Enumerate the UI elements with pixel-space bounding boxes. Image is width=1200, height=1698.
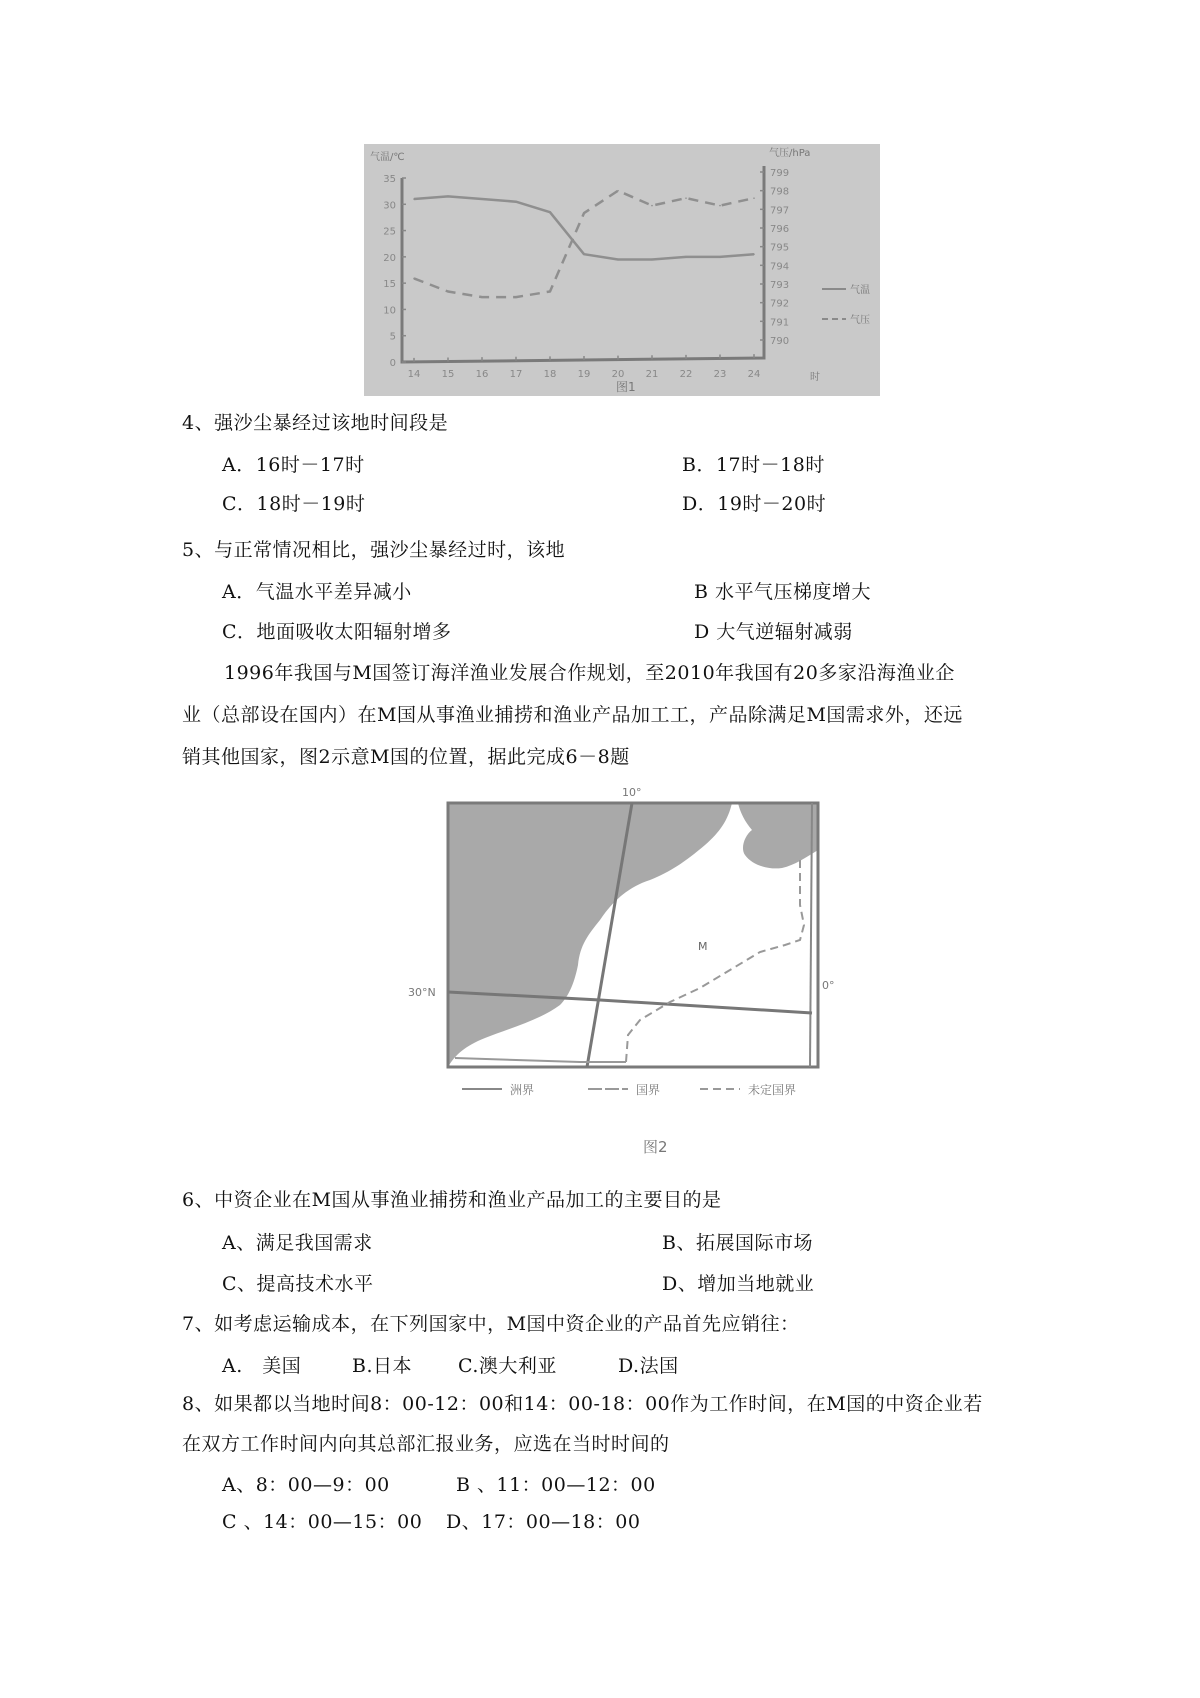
question-4-stem: 4、强沙尘暴经过该地时间段是 [182, 412, 449, 434]
question-8-stem-line-1: 8、如果都以当地时间8：00-12：00和14：00-18：00作为工作时间，在M国的中资企业若 [182, 1393, 983, 1415]
y-left-tick-label: 0 [389, 358, 396, 369]
data-point [651, 205, 653, 207]
passage-line-1: 1996年我国与M国签订海洋渔业发展合作规划，至2010年我国有20多家沿海渔业企 [224, 662, 955, 684]
question-6-stem: 6、中资企业在M国从事渔业捕捞和渔业产品加工的主要目的是 [182, 1189, 722, 1211]
y-right-tick-label: 797 [770, 205, 790, 217]
x-tick-label: 19 [577, 369, 591, 380]
chart-marks [413, 190, 755, 298]
figure-2-caption: 图2 [643, 1138, 668, 1156]
country-m-label: M [698, 940, 708, 953]
data-point [617, 190, 619, 192]
y-left-tick-label: 5 [389, 331, 396, 343]
q7-option-d[interactable]: D.法国 [618, 1355, 679, 1377]
q6-option-c[interactable]: C、提高技术水平 [222, 1273, 374, 1295]
x-tick-label: 18 [543, 369, 557, 380]
q8-option-a[interactable]: A、8：00—9：00 [222, 1474, 390, 1496]
legend-pressure: 气压 [850, 315, 870, 326]
q4-option-c[interactable]: C．18时－19时 [222, 493, 366, 515]
data-point [685, 256, 687, 258]
data-point [753, 253, 755, 255]
y-right-tick-label: 796 [770, 224, 790, 235]
data-point [685, 197, 687, 199]
x-tick-label: 16 [475, 369, 489, 380]
data-point [583, 212, 585, 214]
data-point [651, 259, 653, 261]
lon-0-label: 0° [822, 979, 835, 992]
x-tick-label: 21 [645, 369, 659, 380]
x-tick-label: 23 [713, 369, 727, 380]
data-point [447, 291, 449, 293]
y-right-tick-label: 799 [770, 168, 790, 179]
q8-option-c[interactable]: C 、14：00—15：00 [222, 1511, 423, 1533]
data-point [549, 291, 551, 293]
q5-option-c[interactable]: C．地面吸收太阳辐射增多 [222, 621, 452, 643]
y-right-tick-label: 794 [770, 261, 790, 273]
x-tick-label: 15 [441, 369, 455, 380]
q4-option-a[interactable]: A．16时－17时 [222, 454, 365, 476]
x-tick-label: 14 [407, 369, 421, 380]
data-point [719, 256, 721, 258]
data-point [481, 296, 483, 298]
legend-undetermined-boundary: 未定国界 [748, 1083, 797, 1097]
legend-temperature: 气温 [850, 285, 870, 296]
data-point [583, 253, 585, 255]
series-line-pressure [414, 191, 754, 297]
series-line-temperature [414, 196, 754, 259]
data-point [515, 201, 517, 203]
y-left-tick-label: 30 [383, 200, 396, 212]
chart-axes [383, 166, 789, 380]
data-point [413, 278, 415, 280]
q7-option-a[interactable]: A. 美国 [222, 1355, 302, 1377]
legend-continent-boundary: 洲界 [510, 1083, 535, 1097]
x-axis-label: 时 [810, 372, 820, 383]
data-point [719, 205, 721, 207]
figure-1-caption: 图1 [616, 380, 636, 394]
legend-national-boundary: 国界 [636, 1083, 661, 1097]
map-svg [400, 780, 900, 1180]
q6-option-a[interactable]: A、满足我国需求 [222, 1232, 373, 1254]
y-right-tick-label: 798 [770, 186, 790, 198]
y-right-tick-label: 791 [770, 317, 790, 329]
q7-option-b[interactable]: B.日本 [352, 1355, 413, 1377]
y-axis-right-label: 气压/hPa [769, 148, 811, 159]
y-right-tick-label: 792 [770, 298, 790, 310]
figure-2-map [400, 780, 900, 1180]
question-7-stem: 7、如考虑运输成本，在下列国家中，M国中资企业的产品首先应销往： [182, 1313, 800, 1335]
q5-option-b[interactable]: B 水平气压梯度增大 [694, 581, 872, 603]
chart-svg [364, 144, 880, 396]
x-tick-label: 17 [509, 369, 523, 380]
question-8-stem-line-2: 在双方工作时间内向其总部汇报业务，应选在当时时间的 [182, 1433, 670, 1455]
data-point [549, 211, 551, 213]
q4-option-d[interactable]: D．19时－20时 [682, 493, 827, 515]
q5-option-a[interactable]: A．气温水平差异减小 [222, 581, 412, 603]
data-point [515, 296, 517, 298]
y-left-tick-label: 20 [383, 252, 396, 264]
q4-option-b[interactable]: B．17时－18时 [682, 454, 825, 476]
y-axis-left-label: 气温/℃ [370, 152, 405, 163]
x-tick-label: 20 [611, 369, 625, 380]
q8-option-b[interactable]: B 、11：00—12：00 [456, 1474, 656, 1496]
x-tick-label: 22 [679, 369, 693, 380]
q5-option-d[interactable]: D 大气逆辐射减弱 [694, 621, 853, 643]
figure-1-chart [364, 144, 880, 396]
data-point [617, 259, 619, 261]
lat-30n-label: 30°N [408, 986, 436, 999]
passage-line-3: 销其他国家，图2示意M国的位置，据此完成6－8题 [182, 746, 630, 768]
data-point [413, 198, 415, 200]
q6-option-b[interactable]: B、拓展国际市场 [662, 1232, 813, 1254]
y-right-tick-label: 790 [770, 336, 790, 347]
q6-option-d[interactable]: D、增加当地就业 [662, 1273, 815, 1295]
data-point [481, 198, 483, 200]
x-tick-label: 24 [747, 369, 761, 380]
lon-10-label: 10° [622, 786, 642, 799]
y-left-tick-label: 35 [383, 174, 396, 185]
q7-option-c[interactable]: C.澳大利亚 [458, 1355, 557, 1377]
question-5-stem: 5、与正常情况相比，强沙尘暴经过时，该地 [182, 539, 566, 561]
y-right-tick-label: 793 [770, 280, 790, 291]
y-left-tick-label: 25 [383, 226, 396, 238]
chart-axis-lines [402, 166, 764, 362]
passage-line-2: 业（总部设在国内）在M国从事渔业捕捞和渔业产品加工工，产品除满足M国需求外，还远 [182, 704, 963, 726]
data-point [753, 197, 755, 199]
y-left-tick-label: 10 [383, 305, 396, 317]
y-left-tick-label: 15 [383, 279, 396, 291]
y-right-tick-label: 795 [770, 242, 790, 254]
data-point [447, 196, 449, 198]
q8-option-d[interactable]: D、17：00—18：00 [446, 1511, 641, 1533]
